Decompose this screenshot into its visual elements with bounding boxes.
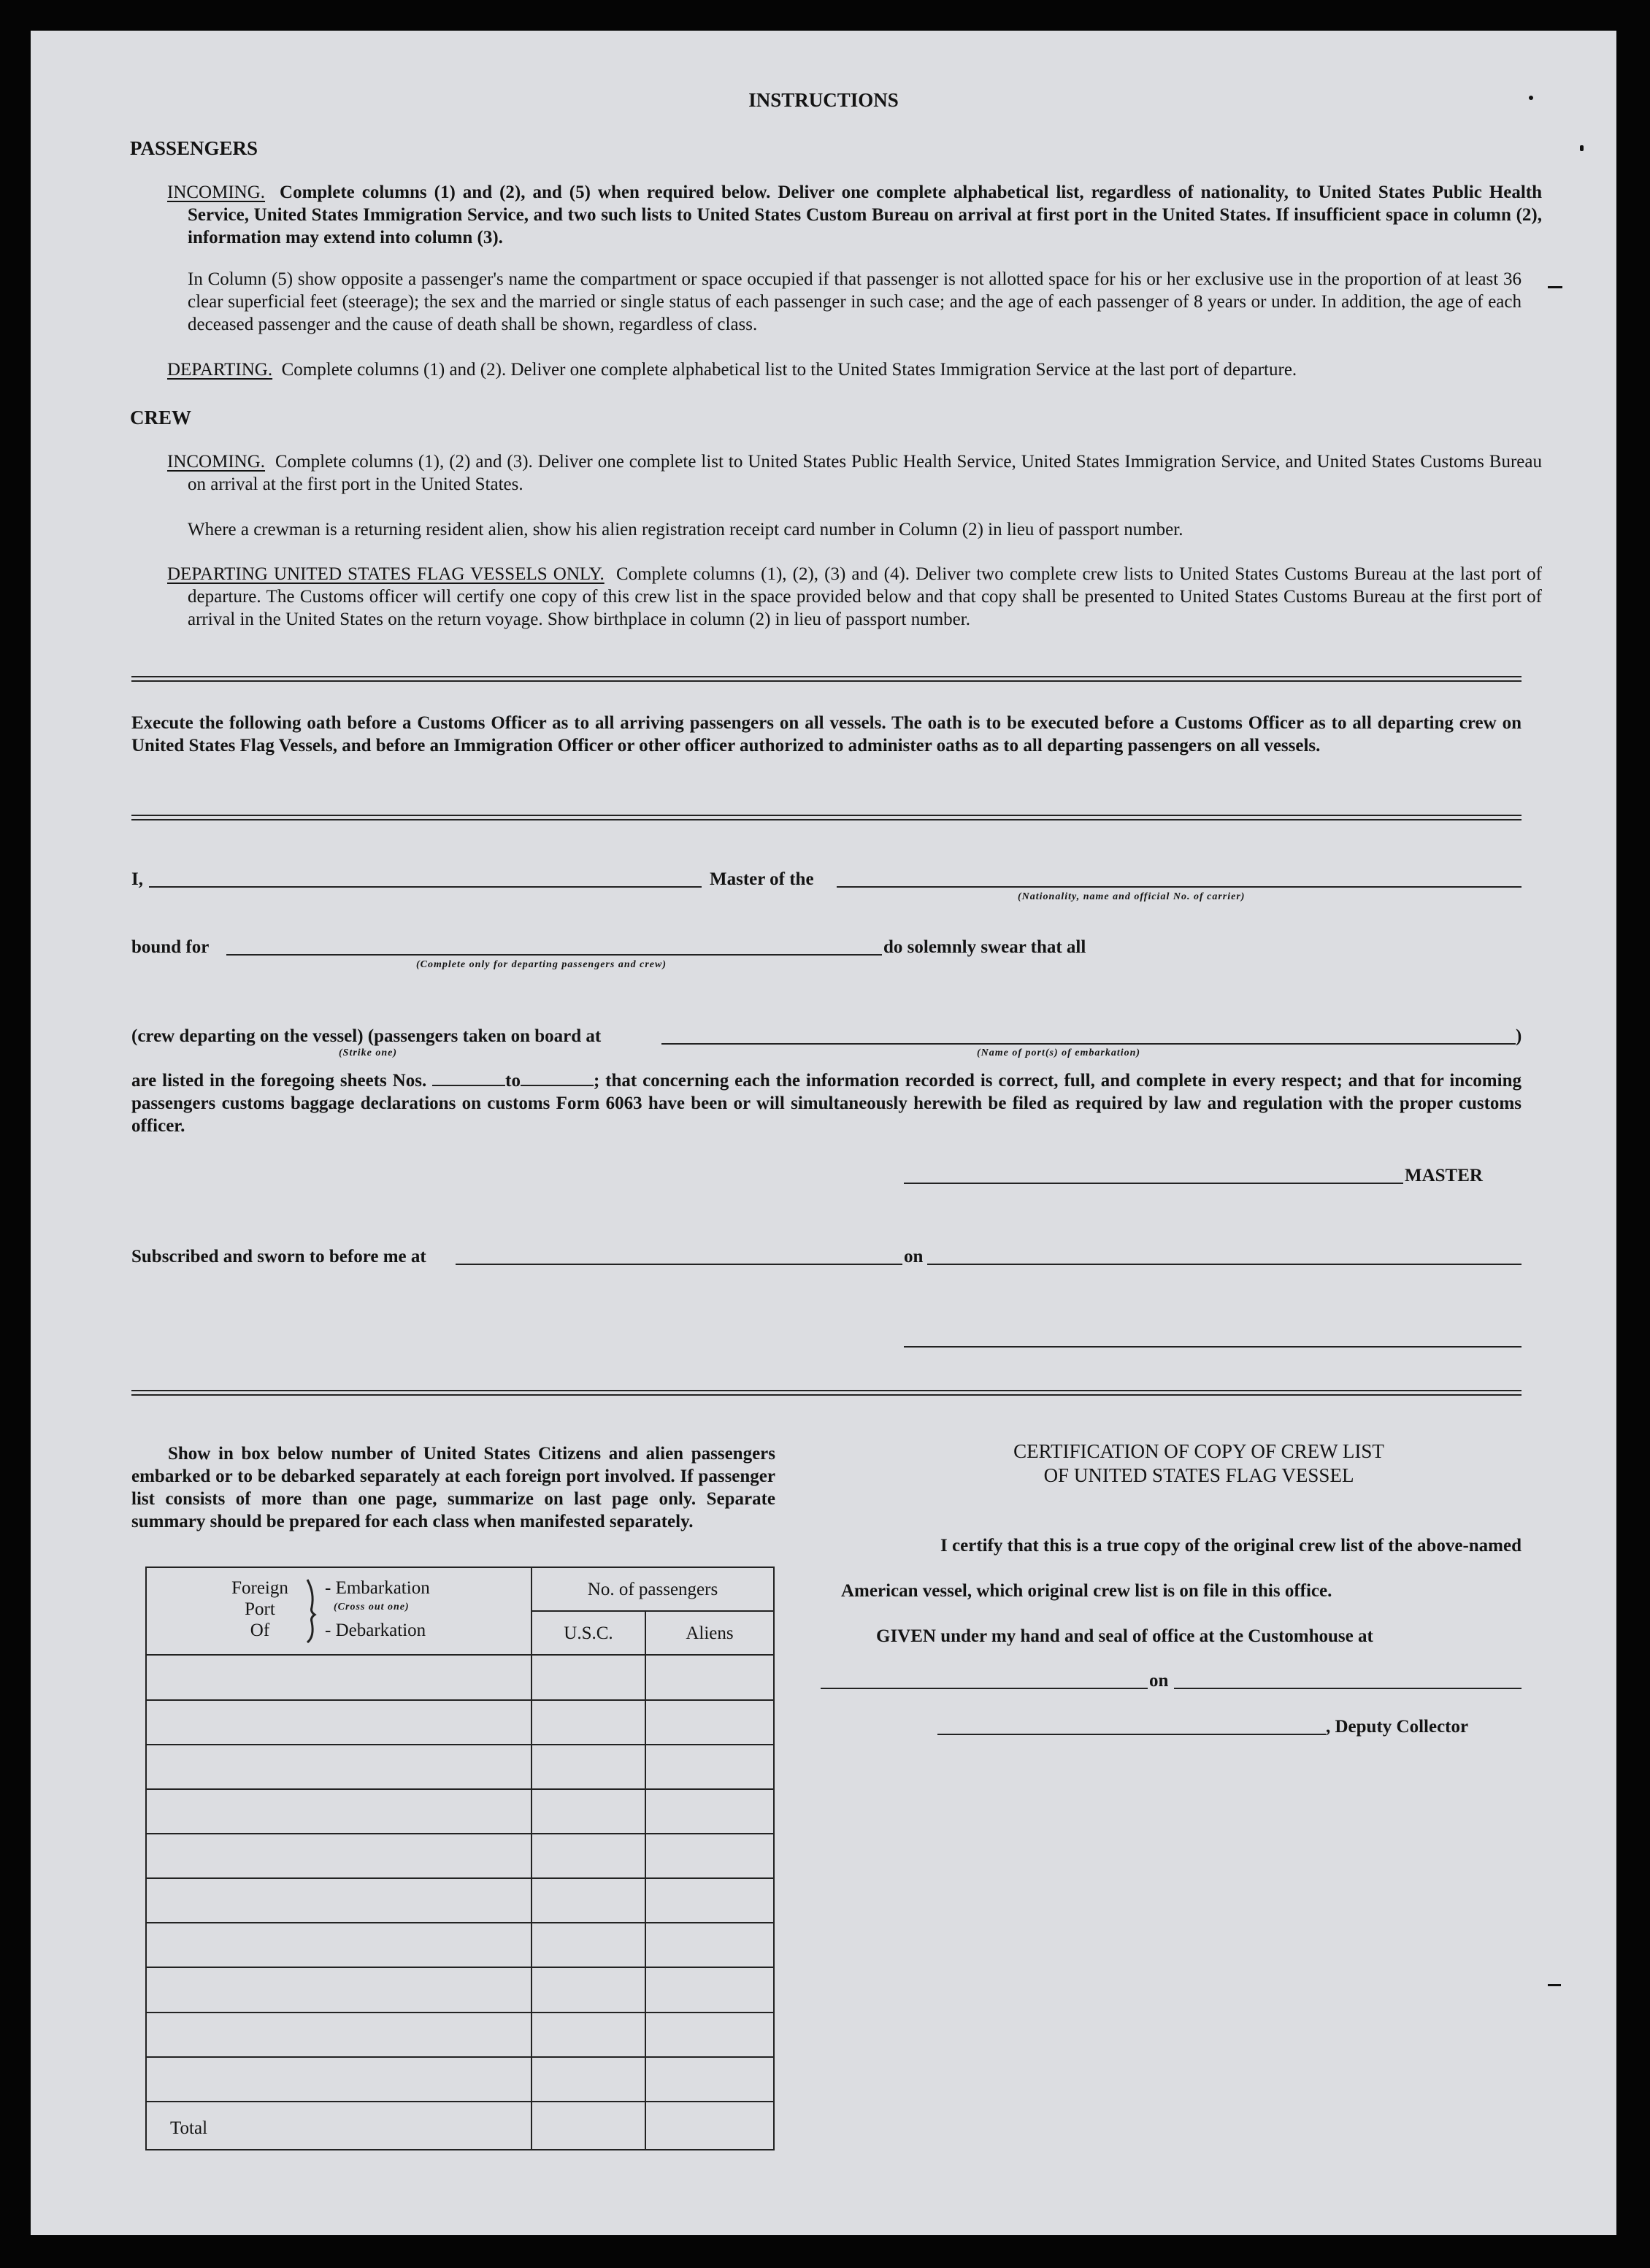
total-label: Total	[170, 2118, 208, 2138]
table-divider	[531, 1610, 773, 1612]
deputy-collector-label: , Deputy Collector	[1326, 1717, 1469, 1737]
passengers-heading: PASSENGERS	[130, 137, 258, 159]
nationality-note: (Nationality, name and official No. of carrier)	[1018, 891, 1246, 902]
certify-line2: American vessel, which original crew list is on file in this office.	[841, 1581, 1332, 1601]
aliens-header: Aliens	[686, 1623, 734, 1643]
strike-one-note: (Strike one)	[339, 1047, 398, 1058]
master-label: MASTER	[1405, 1166, 1483, 1185]
table-row-line	[147, 2101, 773, 2102]
summary-instructions: Show in box below number of United States Citizens and alien passengers embarked or to be debarked separately at each foreign port involved. If passenger list consists of more than one page, summarize on last page only. Separate summary should be prepared for each class when manifested separately.	[131, 1444, 775, 1531]
customhouse-place-field[interactable]	[821, 1688, 1148, 1689]
scan-speck	[1529, 96, 1533, 100]
crew-alien-paragraph: Where a crewman is a returning resident alien, show his alien registration receipt card number in Column (2) in lieu of passport number.	[188, 520, 1183, 539]
passengers-departing-label: DEPARTING.	[167, 360, 273, 380]
table-row-line	[147, 1744, 773, 1745]
carrier-field[interactable]	[837, 886, 1522, 888]
table-row-line	[147, 2012, 773, 2013]
listed-rest: ; that concerning each the information recorded is correct, full, and complete in every respect; and that for incoming passengers customs baggage declarations on customs Form 6063 have been or will simultaneously herewith be filed as required by law and regulation with the proper customs officer.	[131, 1071, 1522, 1136]
sworn-place-field[interactable]	[456, 1264, 902, 1265]
section-divider	[131, 676, 1522, 682]
given-line: GIVEN under my hand and seal of office at the Customhouse at	[876, 1626, 1373, 1646]
col-of: Of	[250, 1621, 270, 1640]
col-port: Port	[245, 1599, 275, 1619]
table-row-line	[147, 1699, 773, 1701]
sworn-date-field[interactable]	[927, 1264, 1522, 1265]
crew-departing-text: Complete columns (1), (2), (3) and (4). Deliver two complete crew lists to United States Customs Bureau at the last port of departure. The Customs officer will certify one copy of this crew list in the space provided below and that copy shall be presented to United States Customs Bureau at the first port of arrival in the United States on the return voyage. Show birthplace in column (2) in lieu of passport number.	[188, 564, 1542, 629]
form-sheet	[31, 31, 1616, 2235]
crew-incoming-label: INCOMING.	[167, 452, 266, 472]
listed-start: are listed in the foregoing sheets Nos.	[131, 1071, 427, 1091]
crew-departing-label: (crew departing on the vessel) (passengers taken on board at	[131, 1026, 602, 1046]
table-row-line	[147, 1833, 773, 1834]
passengers-incoming-paragraph	[167, 181, 1542, 249]
master-signature-field[interactable]	[904, 1183, 1403, 1184]
bound-for-label: bound for	[131, 937, 210, 957]
scan-speck	[1548, 286, 1562, 288]
bound-for-field[interactable]	[226, 954, 882, 956]
oath-i-label: I,	[131, 869, 143, 889]
listed-to: to	[505, 1071, 521, 1091]
certification-title-line2: OF UNITED STATES FLAG VESSEL	[1043, 1464, 1354, 1486]
brace-icon	[304, 1578, 319, 1644]
table-row-line	[147, 1654, 773, 1656]
master-of-the-label: Master of the	[710, 869, 814, 889]
certification-on-label: on	[1149, 1671, 1169, 1691]
scan-speck	[1580, 145, 1584, 151]
passengers-column5-paragraph: In Column (5) show opposite a passenger's name the compartment or space occupied if that passenger is not allotted space for his or her exclusive use in the proportion of at least 36 clear superficial feet (steerage); the sex and the married or single status of each passenger in such case; and the age of each passenger of 8 years or under. In addition, the age of each deceased passenger and the cause of death shall be shown, regardless of class.	[188, 269, 1522, 334]
crew-departing-paragraph	[167, 563, 1542, 631]
table-row-line	[147, 1967, 773, 1968]
sheet-no-to-field[interactable]	[521, 1072, 594, 1086]
certification-title-line1: CERTIFICATION OF COPY OF CREW LIST	[1013, 1440, 1384, 1462]
swear-label: do solemnly swear that all	[883, 937, 1086, 957]
embarkation-option[interactable]: - Embarkation	[325, 1578, 430, 1598]
officer-signature-field[interactable]	[904, 1346, 1522, 1348]
master-name-field[interactable]	[149, 886, 702, 888]
cross-out-note: (Cross out one)	[334, 1602, 410, 1612]
passengers-incoming-text: Complete columns (1) and (2), and (5) when required below. Deliver one complete alphabetical list, regardless of nationality, to United States Public Health Service, United States Immigration Service, and two such lists to United States Custom Bureau on arrival at first port in the United States. If insufficient space in column (2), information may extend into column (3).	[188, 182, 1543, 247]
crew-departing-label: DEPARTING UNITED STATES FLAG VESSELS ONLY.	[167, 564, 605, 584]
complete-only-note: (Complete only for departing passengers and crew)	[416, 959, 667, 970]
crew-incoming-text: Complete columns (1), (2) and (3). Deliver one complete list to United States Public Health Service, United States Immigration Service, and United States Customs Bureau on arrival at the first port in the United States.	[188, 452, 1542, 494]
passenger-summary-table	[145, 1567, 775, 2150]
certification-title	[870, 1439, 1527, 1488]
deputy-collector-signature-field[interactable]	[937, 1734, 1326, 1735]
sheet-no-from-field[interactable]	[432, 1072, 505, 1086]
debarkation-option[interactable]: - Debarkation	[325, 1621, 426, 1640]
no-of-passengers-header: No. of passengers	[587, 1580, 718, 1599]
page-title: INSTRUCTIONS	[748, 89, 899, 111]
section-divider	[131, 815, 1522, 820]
close-paren: )	[1516, 1026, 1522, 1046]
table-divider	[645, 1612, 646, 2149]
table-row-line	[147, 1788, 773, 1790]
oath-instructions: Execute the following oath before a Customs Officer as to all arriving passengers on all vessels. The oath is to be executed before a Customs Officer as to all departing crew on United States Flag Vessels, and before an Immigration Officer or other officer authorized to administer oaths as to all departing passengers on all vessels.	[131, 713, 1522, 756]
certify-line1: I certify that this is a true copy of the original crew list of the above-named	[940, 1536, 1522, 1556]
table-row-line	[147, 1877, 773, 1879]
passengers-departing-text: Complete columns (1) and (2). Deliver one complete alphabetical list to the United States Immigration Service at the last port of departure.	[281, 360, 1297, 380]
col-foreign: Foreign	[231, 1578, 288, 1598]
listed-paragraph	[131, 1069, 1522, 1137]
port-of-embarkation-field[interactable]	[661, 1043, 1516, 1045]
passengers-incoming-label: INCOMING.	[167, 182, 266, 202]
port-note: (Name of port(s) of embarkation)	[977, 1047, 1141, 1058]
sworn-on-label: on	[904, 1247, 924, 1266]
table-row-line	[147, 2056, 773, 2058]
certification-date-field[interactable]	[1174, 1688, 1522, 1689]
subscribed-label: Subscribed and sworn to before me at	[131, 1247, 426, 1266]
crew-incoming-paragraph	[167, 450, 1542, 496]
passengers-departing-paragraph	[167, 358, 1522, 381]
scan-speck	[1548, 1984, 1561, 1986]
usc-header: U.S.C.	[564, 1623, 613, 1643]
section-divider	[131, 1390, 1522, 1396]
table-row-line	[147, 1922, 773, 1923]
crew-heading: CREW	[130, 407, 192, 428]
